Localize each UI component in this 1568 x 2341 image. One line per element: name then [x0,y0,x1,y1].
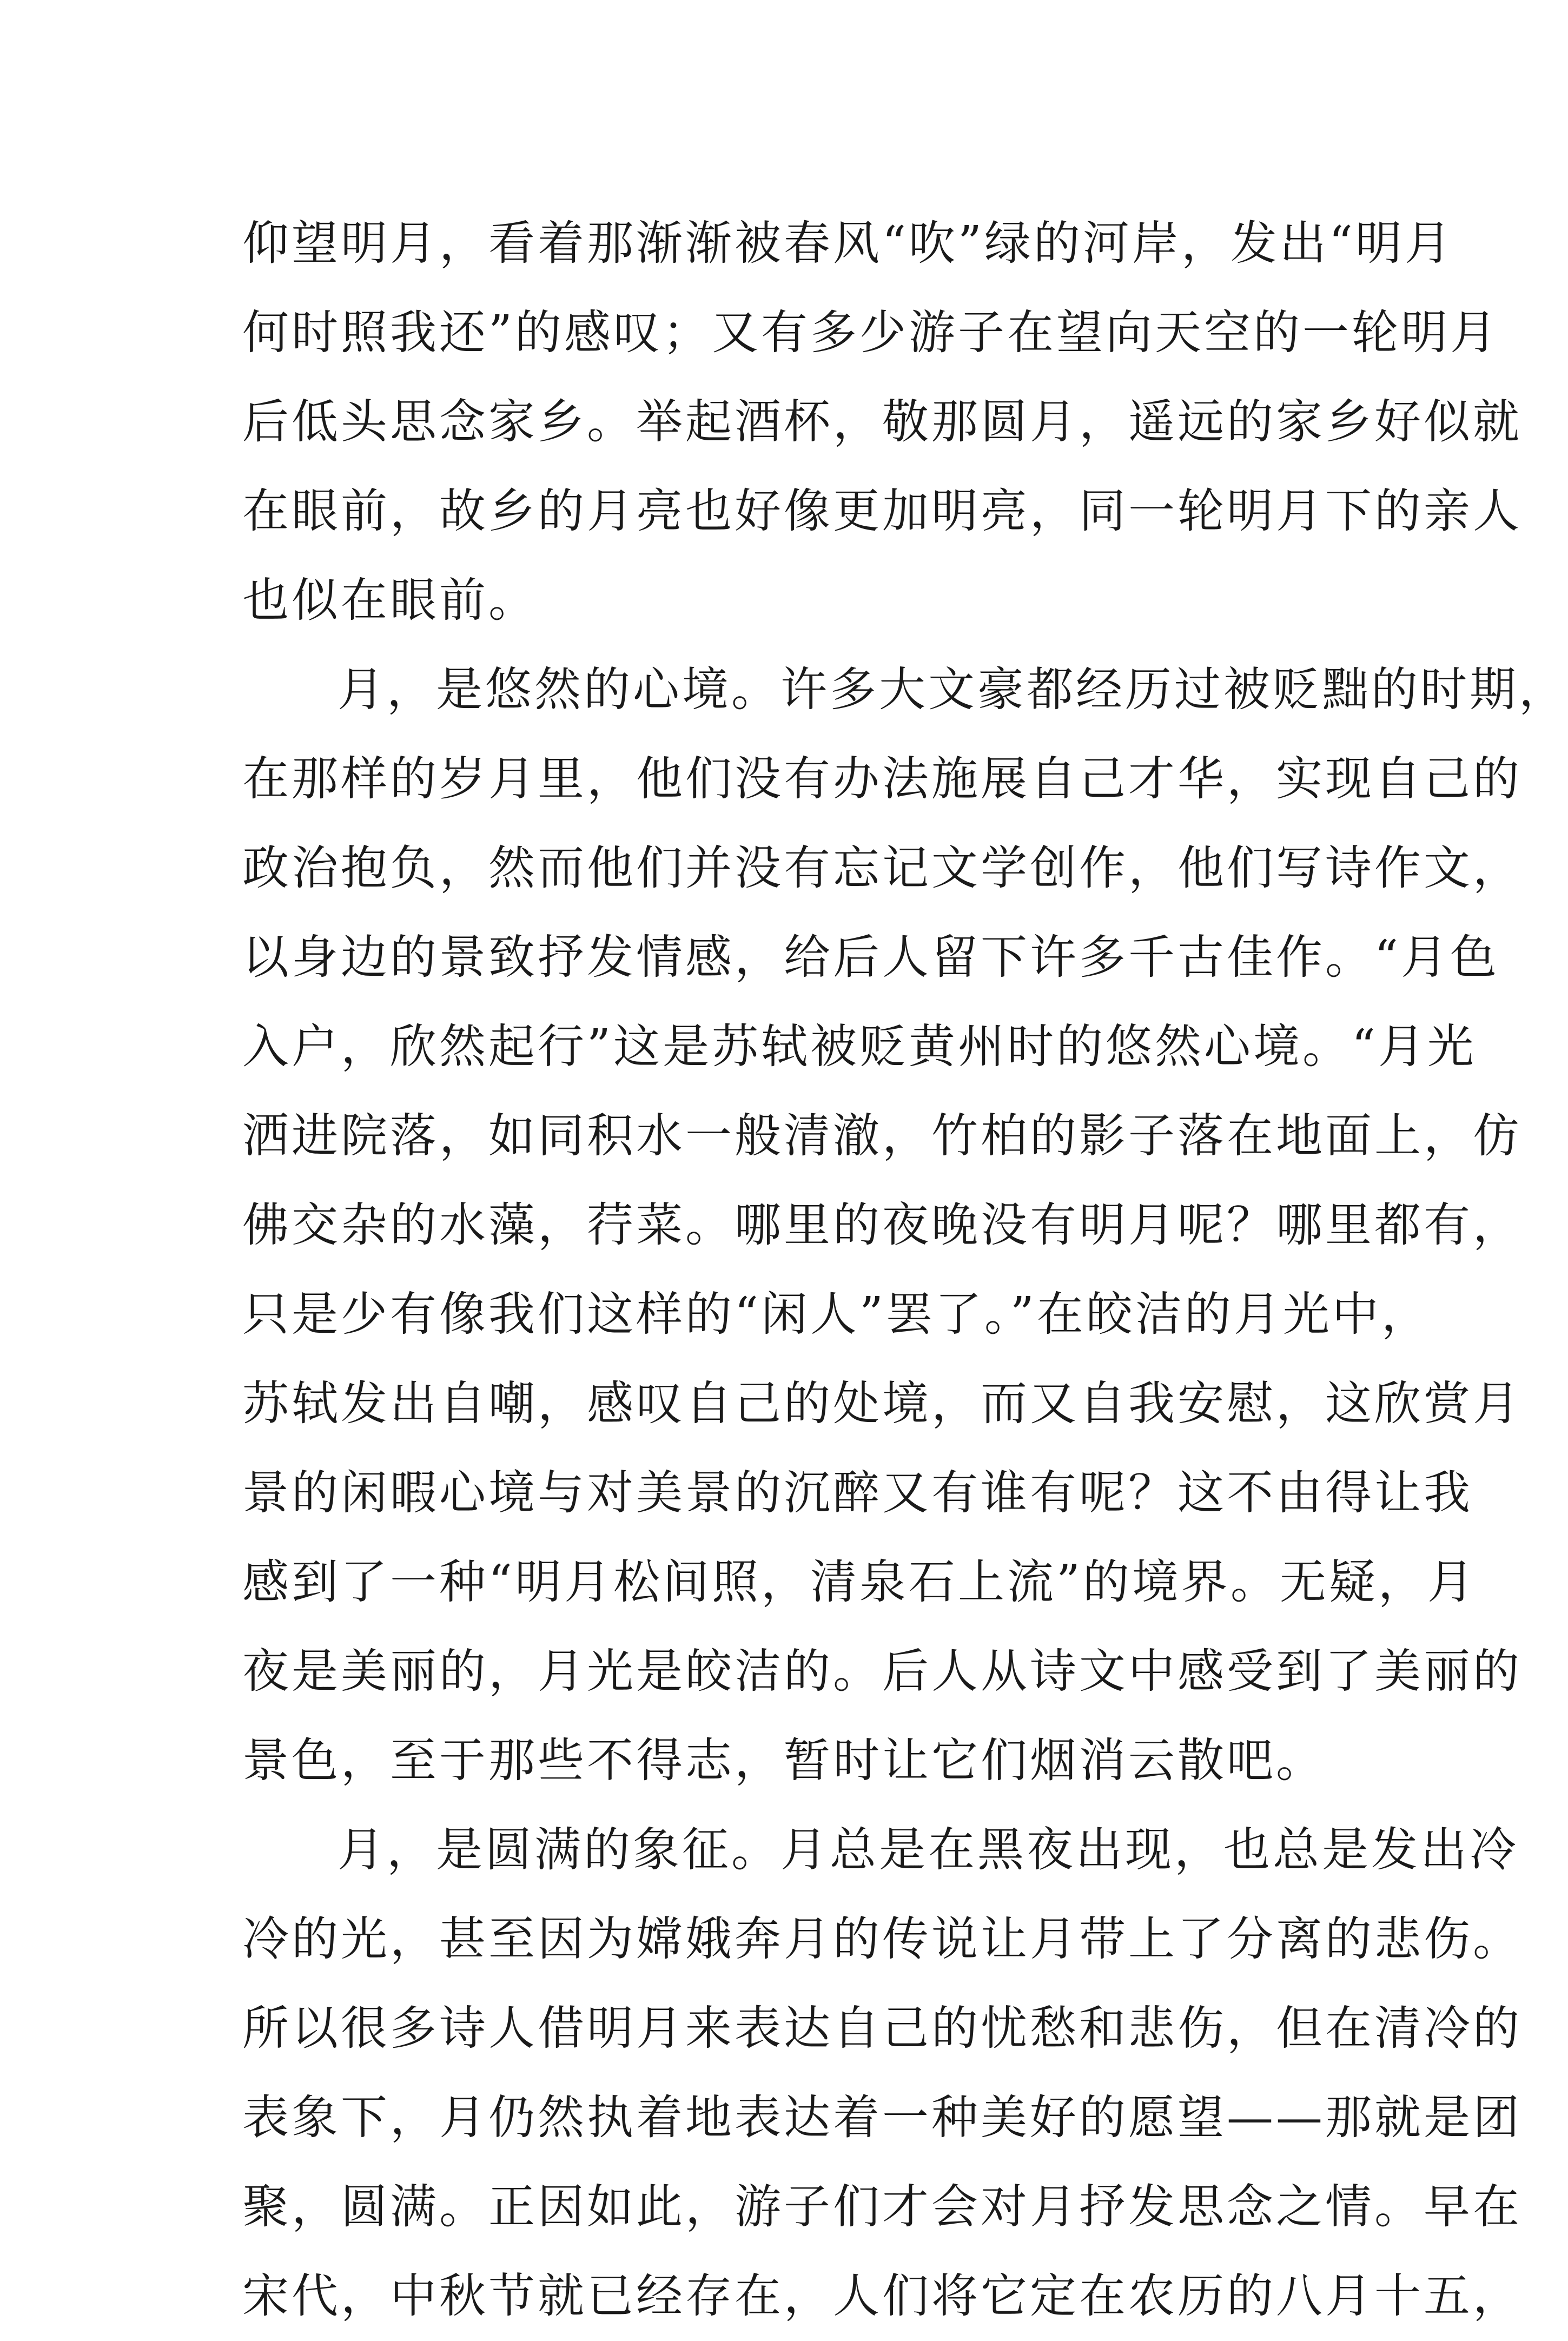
text-line: 表象下，月仍然执着地表达着一种美好的愿望——那就是团 [242,2091,1522,2145]
text-line: 景色，至于那些不得志，暂时让它们烟消云散吧。 [242,1734,1325,1788]
text-line: 在眼前，故乡的月亮也好像更加明亮，同一轮明月下的亲人 [242,484,1522,538]
text-line: 政治抱负，然而他们并没有忘记文学创作，他们写诗作文， [242,841,1522,895]
text-line: 后低头思念家乡。举起酒杯，敬那圆月，遥远的家乡好似就 [242,395,1522,449]
text-line: 只是少有像我们这样的“闲人”罢了。”在皎洁的月光中， [242,1287,1431,1341]
text-line: 何时照我还”的感叹；又有多少游子在望向天空的一轮明月 [242,306,1499,360]
text-line: 宋代，中秋节就已经存在，人们将它定在农历的八月十五， [242,2269,1522,2323]
text-line: 也似在眼前。 [242,573,538,627]
text-line: 所以很多诗人借明月来表达自己的忧愁和悲伤，但在清冷的 [242,2001,1522,2055]
text-line: 冷的光，甚至因为嫦娥奔月的传说让月带上了分离的悲伤。 [242,1912,1522,1966]
text-line: 聚，圆满。正因如此，游子们才会对月抒发思念之情。早在 [242,2180,1522,2234]
text-line: 仰望明月，看着那渐渐被春风“吹”绿的河岸，发出“明月 [242,216,1454,270]
body-text [242,199,1568,2341]
text-line: 以身边的景致抒发情感，给后人留下许多千古佳作。“月色 [242,930,1499,984]
text-line: 在那样的岁月里，他们没有办法施展自己才华，实现自己的 [242,752,1522,806]
text-line: 感到了一种“明月松间照，清泉石上流”的境界。无疑，月 [242,1555,1477,1609]
text-line: 洒进院落，如同积水一般清澈，竹柏的影子落在地面上，仿 [242,1109,1522,1163]
paragraph-first-line: 月，是圆满的象征。月总是在黑夜出现，也总是发出冷 [338,1823,1519,1877]
text-line: 入户，欣然起行”这是苏轼被贬黄州时的悠然心境。“月光 [242,1020,1477,1074]
paragraph-first-line: 月，是悠然的心境。许多大文豪都经历过被贬黜的时期， [338,663,1568,717]
text-line: 夜是美丽的，月光是皎洁的。后人从诗文中感受到了美丽的 [242,1644,1522,1698]
text-line: 佛交杂的水藻，荇菜。哪里的夜晚没有明月呢？哪里都有， [242,1198,1522,1252]
text-line: 景的闲暇心境与对美景的沉醉又有谁有呢？这不由得让我 [242,1466,1473,1520]
text-line: 苏轼发出自嘲，感叹自己的处境，而又自我安慰，这欣赏月 [242,1377,1522,1431]
